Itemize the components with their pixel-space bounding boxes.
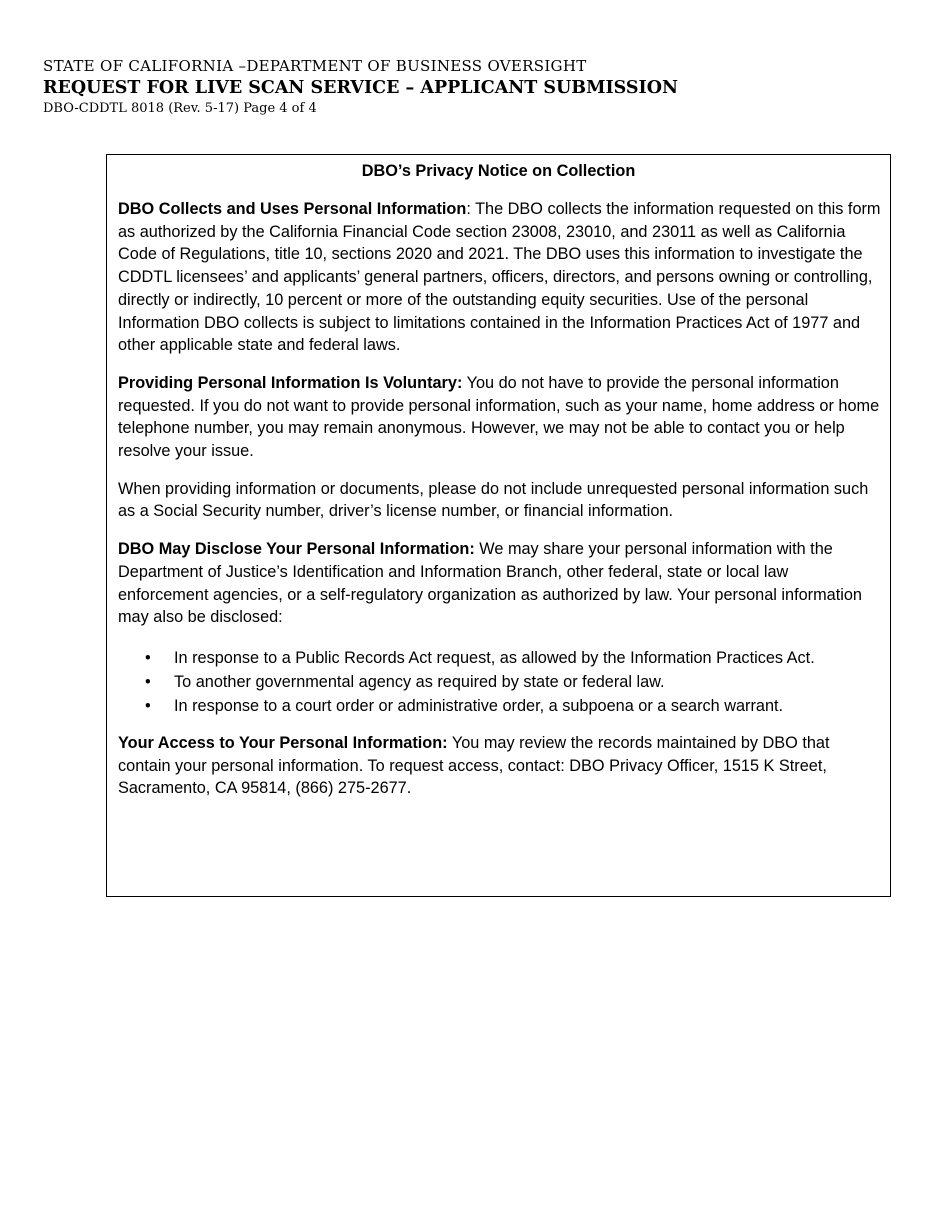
disclose-text: We may share your personal information with the Department of Justice’s Identification and Information Branch, other federal, state or local law enforcement agencies, or a self-regulatory organization as authorized by law. Your personal information may also be disclosed: — [118, 540, 862, 627]
disclose-paragraph — [118, 538, 882, 629]
agency-name: STATE OF CALIFORNIA –DEPARTMENT OF BUSINESS OVERSIGHT — [43, 57, 587, 75]
list-item-text: In response to a Public Records Act request, as allowed by the Information Practices Act. — [174, 648, 815, 667]
list-item-text: To another governmental agency as required by state or federal law. — [174, 672, 665, 691]
access-heading: Your Access to Your Personal Information: — [118, 733, 448, 752]
disclose-heading: DBO May Disclose Your Personal Information: — [118, 540, 475, 559]
caution-paragraph: When providing information or documents, please do not include unrequested personal information such as a Social Security number, driver’s license number, or financial information. — [118, 479, 869, 521]
form-identifier: DBO-CDDTL 8018 (Rev. 5-17) Page 4 of 4 — [43, 101, 317, 116]
access-text: You may review the records maintained by DBO that contain your personal information. To request access, contact: DBO Privacy Officer, 1515 K Street, Sacramento, CA 95814, (866) 275-2677. — [118, 733, 830, 798]
collects-paragraph — [118, 198, 882, 357]
list-item — [118, 694, 882, 718]
bullet-icon: • — [145, 672, 151, 691]
form-title: REQUEST FOR LIVE SCAN SERVICE – APPLICANT SUBMISSION — [43, 78, 678, 98]
collects-text: : The DBO collects the information requested on this form as authorized by the California Financial Code section 23008, 23010, and 23011 as well as California Code of Regulations, title 10, sections 2020 and 2021. The DBO uses this information to investigate the CDDTL licensees’ and applicants’ general partners, officers, directors, and persons owning or controlling, directly or indirectly, 10 percent or more of the outstanding equity securities. Use of the personal Information DBO collects is subject to limitations contained in the Information Practices Act of 1977 and other applicable state and federal laws. — [118, 200, 881, 355]
voluntary-paragraph — [118, 372, 882, 463]
document-header — [43, 57, 678, 118]
access-paragraph — [118, 732, 882, 800]
list-item-text: In response to a court order or administrative order, a subpoena or a search warrant. — [174, 696, 784, 715]
privacy-notice-title: DBO’s Privacy Notice on Collection — [361, 162, 636, 180]
disclosure-list — [118, 646, 882, 718]
privacy-notice-body — [118, 198, 882, 815]
bullet-icon: • — [145, 696, 151, 715]
voluntary-heading: Providing Personal Information Is Voluntary: — [118, 373, 463, 392]
list-item — [118, 646, 882, 670]
voluntary-text: You do not have to provide the personal information requested. If you do not want to provide personal information, such as your name, home address or home telephone number, you may remain anonymous. However, we may not be able to contact you or help resolve your issue. — [118, 373, 880, 461]
list-item — [118, 670, 882, 694]
collects-heading: DBO Collects and Uses Personal Information — [118, 200, 467, 218]
privacy-notice-box — [106, 154, 891, 897]
bullet-icon: • — [145, 648, 151, 667]
